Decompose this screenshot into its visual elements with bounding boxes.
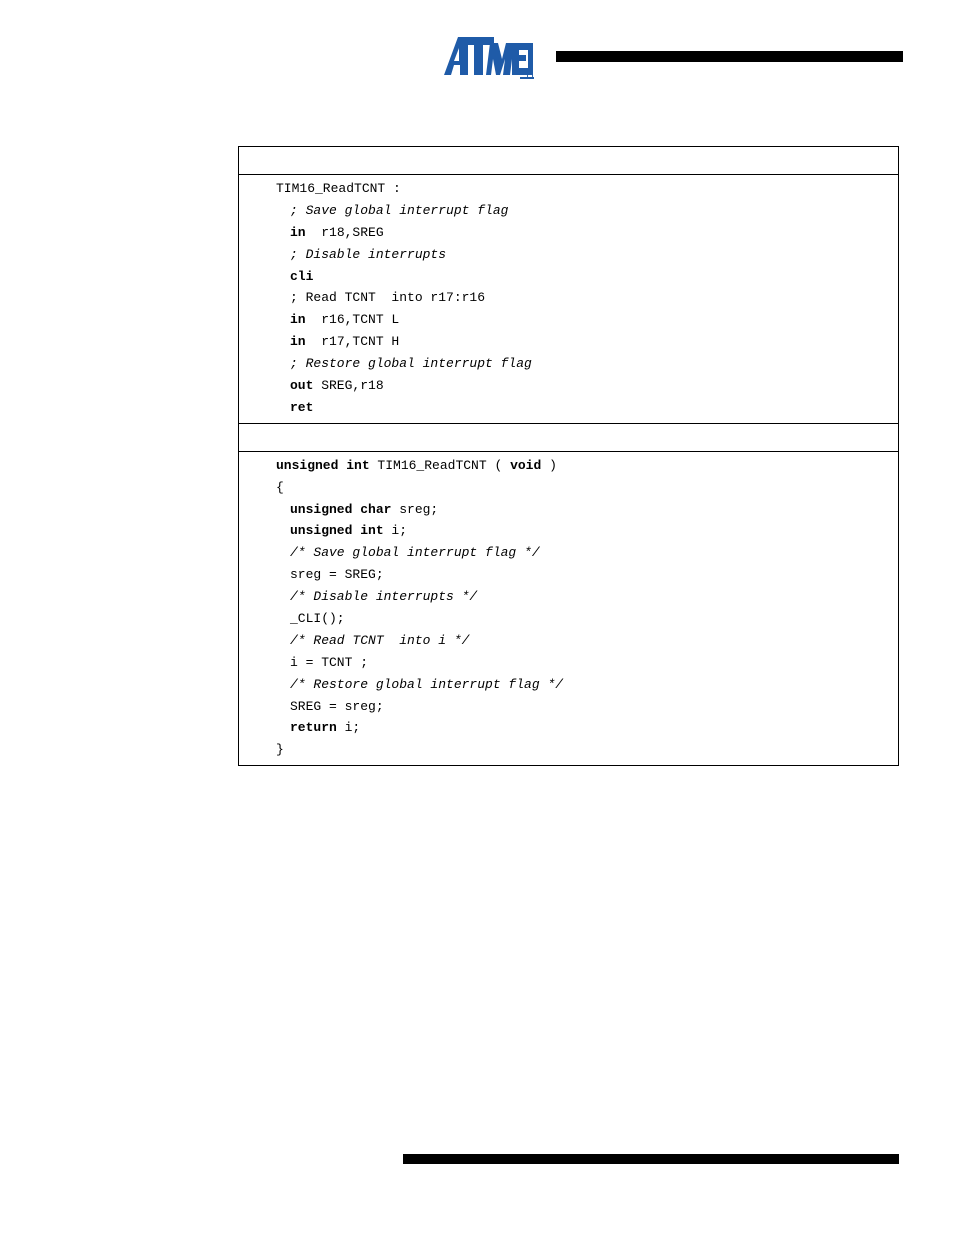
code-text: sreg = SREG; bbox=[290, 567, 384, 583]
c-code-line bbox=[239, 652, 898, 674]
code-text: ; Read TCNT into r17:r16 bbox=[290, 290, 486, 306]
asm-code-line bbox=[239, 353, 898, 375]
code-text: TIM16_ReadTCNT ( bbox=[369, 457, 511, 473]
code-text: ) bbox=[541, 457, 557, 473]
code-text: i; bbox=[383, 523, 408, 539]
code-keyword: in bbox=[290, 312, 306, 328]
c-code-block bbox=[239, 452, 898, 765]
asm-code-line bbox=[239, 178, 898, 200]
code-text: i; bbox=[336, 720, 361, 736]
code-text: { bbox=[276, 479, 284, 495]
assembly-code-header bbox=[239, 147, 898, 175]
code-keyword: unsigned int bbox=[290, 523, 384, 539]
asm-code-line bbox=[239, 244, 898, 266]
asm-code-line bbox=[239, 287, 898, 309]
code-text: r16,TCNT L bbox=[305, 312, 400, 328]
asm-code-line bbox=[239, 200, 898, 222]
c-code-line bbox=[239, 499, 898, 521]
code-text: } bbox=[276, 742, 284, 758]
code-comment: /* Read TCNT into i */ bbox=[290, 632, 470, 648]
code-comment: /* Restore global interrupt flag */ bbox=[290, 676, 564, 692]
asm-code-line bbox=[239, 331, 898, 353]
footer-rule bbox=[403, 1154, 899, 1164]
code-example-table bbox=[238, 146, 899, 766]
c-code-line bbox=[239, 608, 898, 630]
code-text: SREG = sreg; bbox=[290, 698, 384, 714]
code-text: r17,TCNT H bbox=[305, 334, 400, 350]
code-comment: /* Save global interrupt flag */ bbox=[290, 545, 540, 561]
code-keyword: return bbox=[290, 720, 337, 736]
c-code-line bbox=[239, 696, 898, 718]
code-text: TIM16_ReadTCNT : bbox=[276, 181, 401, 196]
asm-code-line bbox=[239, 266, 898, 288]
code-comment: ; Disable interrupts bbox=[290, 246, 447, 262]
code-keyword: ret bbox=[290, 399, 314, 415]
code-text: i = TCNT ; bbox=[290, 654, 369, 670]
code-comment: ; Restore global interrupt flag bbox=[290, 356, 532, 372]
code-text: r18,SREG bbox=[305, 224, 384, 240]
c-code-line bbox=[239, 739, 898, 761]
c-code-line bbox=[239, 717, 898, 739]
c-code-line bbox=[239, 564, 898, 586]
c-code-line bbox=[239, 542, 898, 564]
asm-code-line bbox=[239, 397, 898, 419]
c-code-line bbox=[239, 674, 898, 696]
atmel-logo bbox=[442, 34, 536, 80]
code-text: sreg; bbox=[391, 501, 439, 517]
code-keyword: void bbox=[510, 457, 542, 473]
c-code-line bbox=[239, 586, 898, 608]
code-keyword: unsigned char bbox=[290, 501, 392, 517]
code-text: SREG,r18 bbox=[313, 378, 384, 394]
code-comment: ; Save global interrupt flag bbox=[290, 202, 509, 218]
asm-code-line bbox=[239, 309, 898, 331]
asm-code-line bbox=[239, 222, 898, 244]
c-code-line bbox=[239, 630, 898, 652]
code-text: _CLI(); bbox=[290, 611, 345, 627]
c-code-line bbox=[239, 477, 898, 499]
assembly-code-block bbox=[239, 175, 898, 423]
c-code-line bbox=[239, 455, 898, 477]
code-keyword: in bbox=[290, 334, 306, 350]
c-code-header bbox=[239, 423, 898, 452]
code-comment: /* Disable interrupts */ bbox=[290, 589, 478, 605]
asm-code-line bbox=[239, 375, 898, 397]
code-keyword: out bbox=[290, 378, 314, 394]
code-keyword: in bbox=[290, 224, 306, 240]
code-keyword: unsigned int bbox=[276, 457, 370, 473]
c-code-line bbox=[239, 520, 898, 542]
code-keyword: cli bbox=[290, 268, 314, 284]
header-rule bbox=[556, 51, 903, 62]
